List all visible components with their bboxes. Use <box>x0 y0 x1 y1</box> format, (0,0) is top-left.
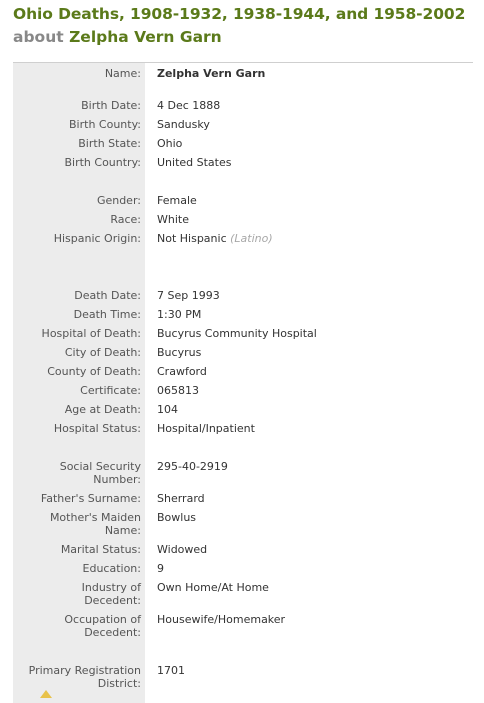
mothers-maiden-name-value: Bowlus <box>157 511 197 524</box>
death-date-label: Death Date: <box>74 289 141 302</box>
birth-country-value: United States <box>157 156 232 169</box>
age-at-death-label: Age at Death: <box>64 403 141 416</box>
marital-status-value: Widowed <box>157 543 208 556</box>
ssn-label <box>13 460 141 486</box>
industry-label-line1: Industry of <box>81 581 141 594</box>
birth-county-label: Birth County: <box>69 118 141 131</box>
primary-registration-district-label <box>13 664 141 690</box>
hospital-of-death-label: Hospital of Death: <box>41 327 141 340</box>
gender-label: Gender: <box>96 194 141 207</box>
page-title: Ohio Deaths, 1908-1932, 1938-1944, and 1958-2002 <box>13 5 466 23</box>
death-time-value: 1:30 PM <box>157 308 202 321</box>
occupation-label-line2: Decedent: <box>84 626 141 639</box>
primary-registration-district-value: 1701 <box>157 664 185 677</box>
birth-state-label: Birth State: <box>78 137 141 150</box>
mothers-maiden-name-label-line1: Mother's Maiden <box>49 511 141 524</box>
industry-value: Own Home/At Home <box>157 581 269 594</box>
name-value: Zelpha Vern Garn <box>157 67 266 80</box>
hispanic-origin-text: Not Hispanic <box>157 232 227 245</box>
mothers-maiden-name-label-line2: Name: <box>104 524 141 537</box>
occupation-value: Housewife/Homemaker <box>157 613 286 626</box>
hospital-status-value: Hospital/Inpatient <box>157 422 255 435</box>
about-label: about <box>13 28 64 46</box>
death-time-label: Death Time: <box>73 308 141 321</box>
occupation-label <box>13 613 141 639</box>
birth-state-value: Ohio <box>157 137 183 150</box>
birth-county-value: Sandusky <box>157 118 210 131</box>
fathers-surname-label: Father's Surname: <box>40 492 141 505</box>
race-label: Race: <box>110 213 141 226</box>
education-label: Education: <box>82 562 141 575</box>
ssn-label-line2: Number: <box>93 473 141 486</box>
race-value: White <box>157 213 189 226</box>
education-value: 9 <box>157 562 164 575</box>
county-of-death-label: County of Death: <box>47 365 141 378</box>
birth-date-label: Birth Date: <box>81 99 141 112</box>
fathers-surname-value: Sherrard <box>157 492 205 505</box>
occupation-label-line1: Occupation of <box>64 613 141 626</box>
hospital-status-label: Hospital Status: <box>53 422 141 435</box>
gender-value: Female <box>157 194 197 207</box>
birth-date-value: 4 Dec 1888 <box>157 99 221 112</box>
certificate-label: Certificate: <box>80 384 141 397</box>
primary-registration-district-label-line1: Primary Registration <box>28 664 141 677</box>
primary-registration-district-label-line2: District: <box>97 677 141 690</box>
name-label: Name: <box>104 67 141 80</box>
hispanic-origin-hint: (Latino) <box>230 232 273 245</box>
person-name-link[interactable]: Zelpha Vern Garn <box>69 28 222 46</box>
industry-label-line2: Decedent: <box>84 594 141 607</box>
hospital-of-death-value: Bucyrus Community Hospital <box>157 327 317 340</box>
page-subtitle <box>13 28 222 46</box>
industry-label <box>13 581 141 607</box>
age-at-death-value: 104 <box>157 403 178 416</box>
ssn-value: 295-40-2919 <box>157 460 228 473</box>
death-date-value: 7 Sep 1993 <box>157 289 220 302</box>
warning-triangle-icon <box>40 690 52 698</box>
birth-country-label: Birth Country: <box>64 156 141 169</box>
hispanic-origin-label: Hispanic Origin: <box>53 232 141 245</box>
mothers-maiden-name-label <box>13 511 141 537</box>
city-of-death-value: Bucyrus <box>157 346 202 359</box>
hispanic-origin-value <box>157 232 273 245</box>
certificate-value: 065813 <box>157 384 199 397</box>
city-of-death-label: City of Death: <box>64 346 141 359</box>
ssn-label-line1: Social Security <box>59 460 141 473</box>
marital-status-label: Marital Status: <box>60 543 141 556</box>
county-of-death-value: Crawford <box>157 365 207 378</box>
